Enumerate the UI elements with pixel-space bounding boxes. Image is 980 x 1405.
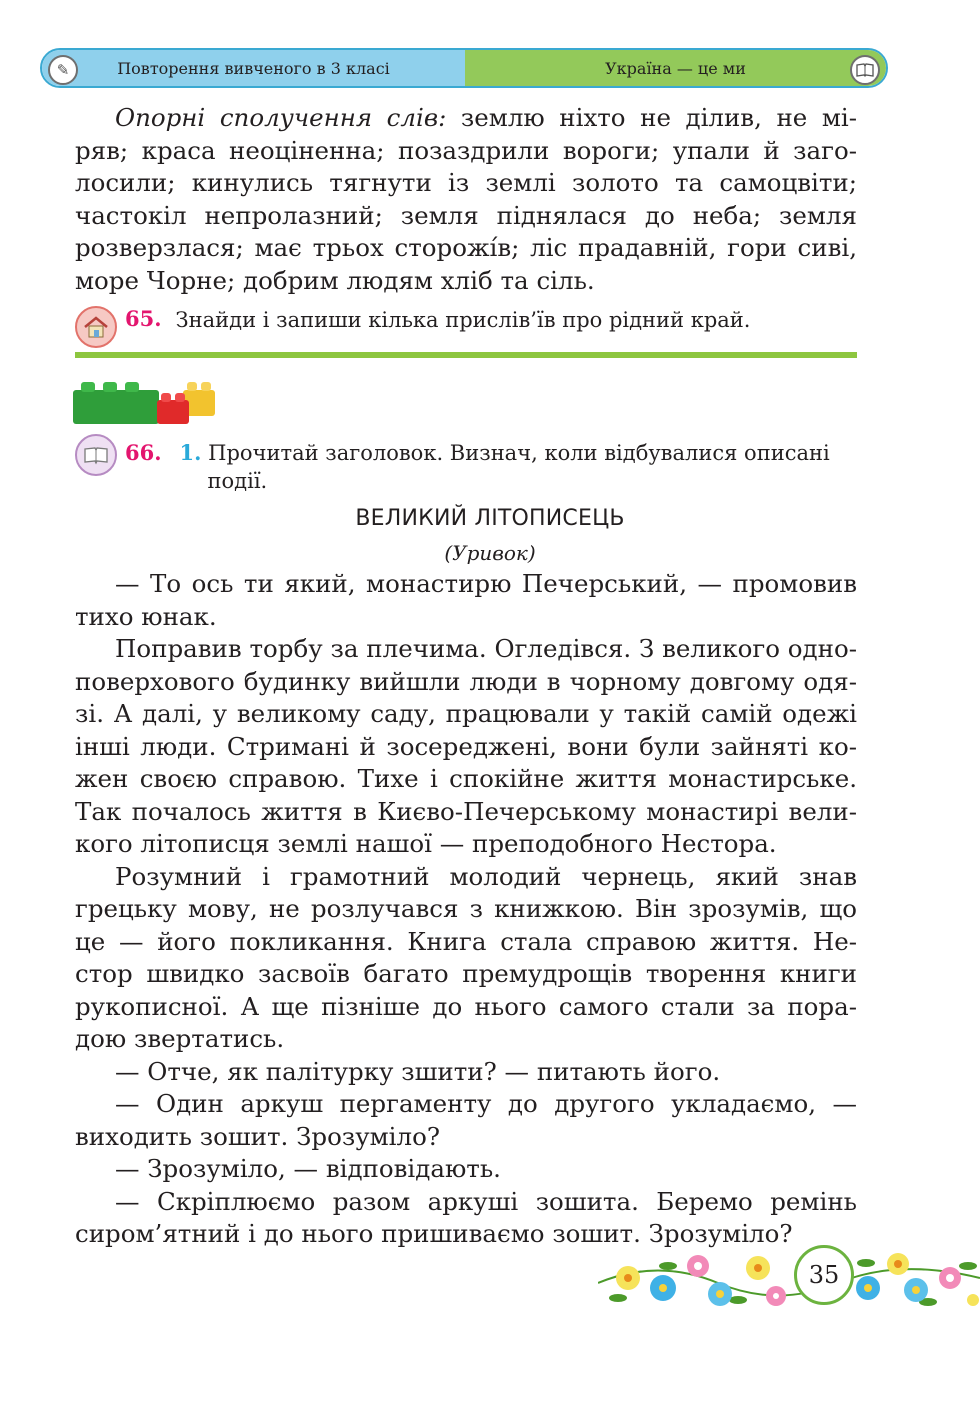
story-line: — То ось ти який, монастирю Печерський, — промовив [115, 569, 857, 598]
story-line: Так почалось життя в Києво-Печерському монастирі вели- [75, 796, 857, 826]
story-line: — Один аркуш пергаменту до другого укладаємо, — [115, 1089, 857, 1118]
story-line: поверхового будинку вийшли люди в чорному довгому одя- [75, 666, 857, 696]
story-line: рукописної. А ще пізніше до нього самого стали за пора- [75, 991, 857, 1021]
task-66 [75, 434, 830, 495]
story-title: ВЕЛИКИЙ ЛІТОПИСЕЦЬ [355, 506, 625, 531]
story-body [75, 568, 857, 1251]
story-line: сиром’ятний і до нього пришиваємо зошит. Зрозуміло? [75, 1219, 793, 1248]
pen-icon: ✎ [48, 55, 78, 85]
book-icon [850, 55, 880, 85]
story-line: стор швидко засвоїв багато премудрощів творення книги [75, 959, 857, 988]
support-line: ряв; краса неоціненна; позаздрили вороги; упали й заго- [75, 135, 857, 165]
story-line: — Зрозуміло, — відповідають. [115, 1154, 501, 1183]
section-title: Повторення вивченого в 3 класі [117, 58, 390, 78]
story-subtitle: (Уривок) [444, 541, 536, 565]
open-book-icon [75, 434, 117, 476]
story-line: Поправив торбу за плечима. Огледівся. З великого одно- [115, 634, 857, 663]
story-line: виходить зошит. Зрозуміло? [75, 1121, 440, 1151]
story-line: це — його покликання. Книга стала справою життя. Не- [75, 926, 857, 956]
story-line: — Отче, як палітурку зшити? — питають його. [115, 1056, 721, 1086]
story-line: грецьку мову, не розлучався з книжкою. Він зрозумів, що [75, 894, 857, 923]
lego-bricks-icon [73, 378, 218, 428]
section-divider [75, 352, 857, 358]
task-line: події. [207, 469, 268, 493]
support-words-paragraph [75, 102, 857, 297]
story-line: Розумний і грамотний молодий чернець, який знав [115, 861, 857, 891]
story-line: тихо юнак. [75, 601, 217, 631]
story-line: — Скріплюємо разом аркуші зошита. Беремо ремінь [115, 1186, 857, 1216]
task-text: Знайди і запиши кілька прислів’їв про рідний край. [175, 308, 751, 332]
story-line: кого літописця землі нашої — преподобного Нестора. [75, 829, 777, 858]
flower-garland-icon [598, 1238, 980, 1318]
story-line: дою звертатись. [75, 1024, 285, 1053]
page-number: 35 [794, 1245, 854, 1305]
support-line: частокіл непролазний; земля піднялася до неба; земля [75, 200, 857, 230]
support-line: море Чорне; добрим людям хліб та сіль. [75, 265, 595, 295]
topic-title: Україна — це ми [605, 58, 746, 78]
header-section-title [42, 50, 465, 86]
task-number: 66. [125, 440, 162, 465]
sub-task-number: 1. [179, 440, 202, 465]
support-line [75, 102, 857, 135]
story-line: жен своєю справою. Тихе і спокійне життя монастирське. [75, 764, 857, 793]
house-icon [75, 306, 117, 348]
support-line: лосили; кинулись тягнути із землі золото та самоцвіти; [75, 168, 857, 197]
support-line: розверзлася; має трьох сторожі́в; ліс прадавній, гори сиві, [75, 233, 857, 262]
page-header [40, 48, 888, 88]
task-65 [75, 306, 750, 348]
task-text [180, 439, 830, 495]
support-label: Опорні сполучення слів: [115, 103, 447, 132]
task-line: Прочитай заголовок. Визнач, коли відбувалися описані [208, 441, 830, 465]
support-text: землю ніхто не ділив, не мі- [446, 103, 857, 132]
task-number: 65. [125, 306, 162, 331]
story-line: зі. А далі, у великому саду, працювали у такій самій одежі [75, 699, 857, 728]
header-topic-title [465, 50, 886, 86]
story-line: інші люди. Стримані й зосереджені, вони були зайняті ко- [75, 731, 857, 761]
